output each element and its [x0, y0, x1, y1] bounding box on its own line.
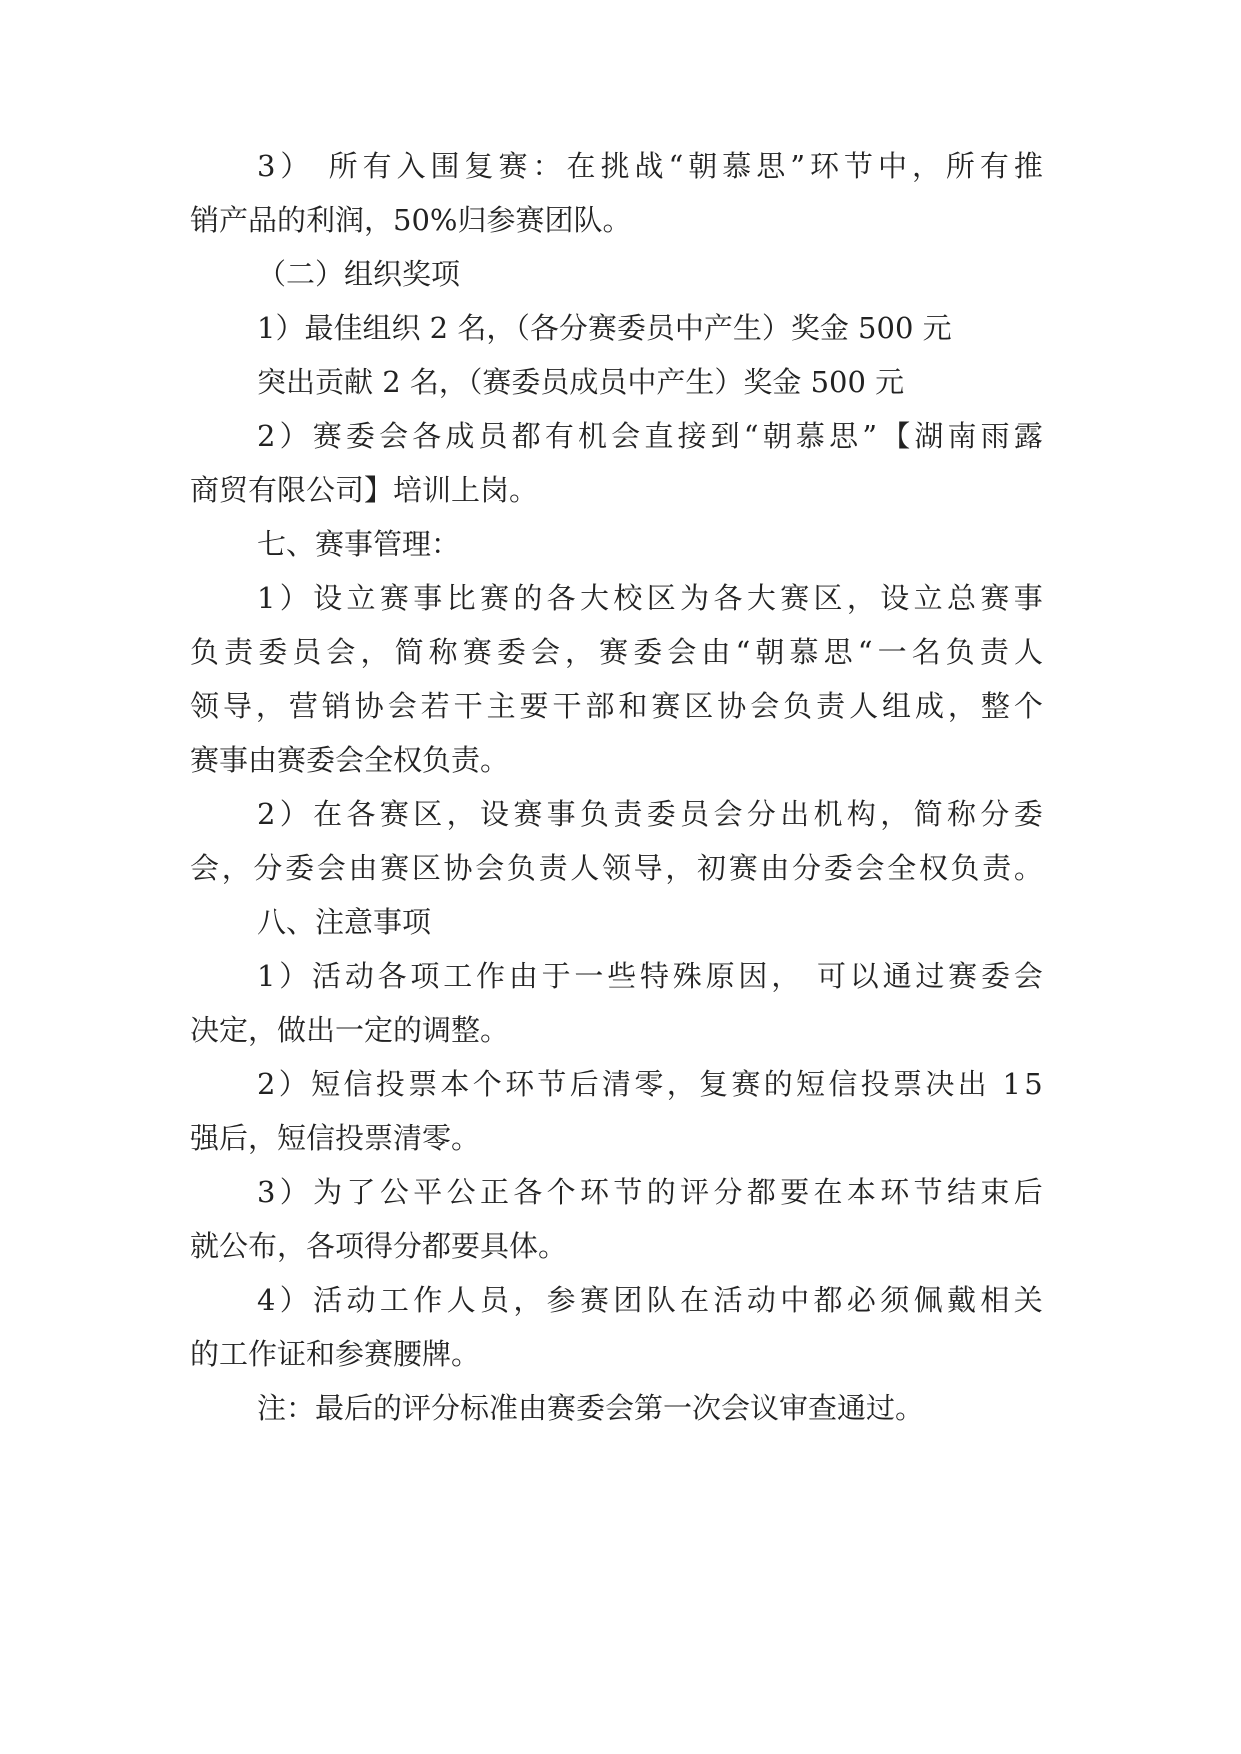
line-text: 2 ） 短 信 投 票 本 个 环 节 后 清 零 ， 复 赛 的 短 信 投 票 决 出 1 5: [257, 1067, 1043, 1101]
line-text: 销产品的利润，50%归参赛团队。: [190, 203, 632, 237]
line-text: 领 导 ， 营 销 协 会 若 干 主 要 干 部 和 赛 区 协 会 负 责 人 组 成 ， 整 个: [190, 689, 1043, 723]
paragraph-line: [0, 730, 1241, 790]
line-text: 七、赛事管理：: [257, 527, 461, 561]
section-heading: [0, 892, 1241, 952]
line-text: 3 ） 为 了 公 平 公 正 各 个 环 节 的 评 分 都 要 在 本 环 节 结 束 后: [257, 1175, 1043, 1209]
paragraph-line: [0, 838, 1241, 898]
section-heading: [0, 514, 1241, 574]
paragraph-line: [0, 1216, 1241, 1276]
line-text: 2 ） 在 各 赛 区 ， 设 赛 事 负 责 委 员 会 分 出 机 构 ， 简 称 分 委: [257, 797, 1043, 831]
note-line: [0, 1378, 1241, 1438]
line-text: 强后，短信投票清零。: [190, 1121, 481, 1155]
paragraph-line: [0, 784, 1241, 844]
line-text: 1 ） 活 动 各 项 工 作 由 于 一 些 特 殊 原 因 ， 可 以 通 过 赛 委 会: [257, 959, 1043, 993]
line-text: 会 ， 分 委 会 由 赛 区 协 会 负 责 人 领 导 ， 初 赛 由 分 委 会 全 权 负 责 。: [190, 851, 1043, 885]
paragraph-line: [0, 1324, 1241, 1384]
line-text: 的工作证和参赛腰牌。: [190, 1337, 481, 1371]
paragraph-line: [0, 298, 1241, 358]
line-text: 突出贡献 2 名，（赛委员成员中产生）奖金 500 元: [257, 365, 905, 399]
line-text: 4 ） 活 动 工 作 人 员 ， 参 赛 团 队 在 活 动 中 都 必 须 佩 戴 相 关: [257, 1283, 1043, 1317]
paragraph-line: [0, 1270, 1241, 1330]
paragraph-line: [0, 1000, 1241, 1060]
paragraph-line: [0, 190, 1241, 250]
paragraph-line: [0, 136, 1241, 196]
line-text: 赛事由赛委会全权负责。: [190, 743, 510, 777]
line-text: 决定，做出一定的调整。: [190, 1013, 510, 1047]
line-text: 2 ） 赛 委 会 各 成 员 都 有 机 会 直 接 到 “ 朝 慕 思 ” 【 湖 南 雨 露: [257, 419, 1043, 453]
line-text: 3 ） 所 有 入 围 复 赛 ： 在 挑 战 “ 朝 慕 思 ” 环 节 中 ， 所 有 推: [257, 149, 1043, 183]
paragraph-line: [0, 568, 1241, 628]
line-text: 1）最佳组织 2 名，（各分赛委员中产生）奖金 500 元: [257, 311, 952, 345]
line-text: 注：最后的评分标准由赛委会第一次会议审查通过。: [257, 1391, 925, 1425]
paragraph-line: [0, 352, 1241, 412]
paragraph-line: [0, 946, 1241, 1006]
line-text: 就公布，各项得分都要具体。: [190, 1229, 568, 1263]
line-text: 商贸有限公司】培训上岗。: [190, 473, 539, 507]
paragraph-line: [0, 622, 1241, 682]
paragraph-line: [0, 1054, 1241, 1114]
section-heading: [0, 244, 1241, 304]
paragraph-line: [0, 676, 1241, 736]
paragraph-line: [0, 460, 1241, 520]
paragraph-line: [0, 1108, 1241, 1168]
paragraph-line: [0, 406, 1241, 466]
line-text: 八、注意事项: [257, 905, 432, 939]
line-text: 1 ） 设 立 赛 事 比 赛 的 各 大 校 区 为 各 大 赛 区 ， 设 立 总 赛 事: [257, 581, 1043, 615]
line-text: （二）组织奖项: [257, 257, 461, 291]
line-text: 负 责 委 员 会 ， 简 称 赛 委 会 ， 赛 委 会 由 “ 朝 慕 思 “ 一 名 负 责 人: [190, 635, 1043, 669]
paragraph-line: [0, 1162, 1241, 1222]
